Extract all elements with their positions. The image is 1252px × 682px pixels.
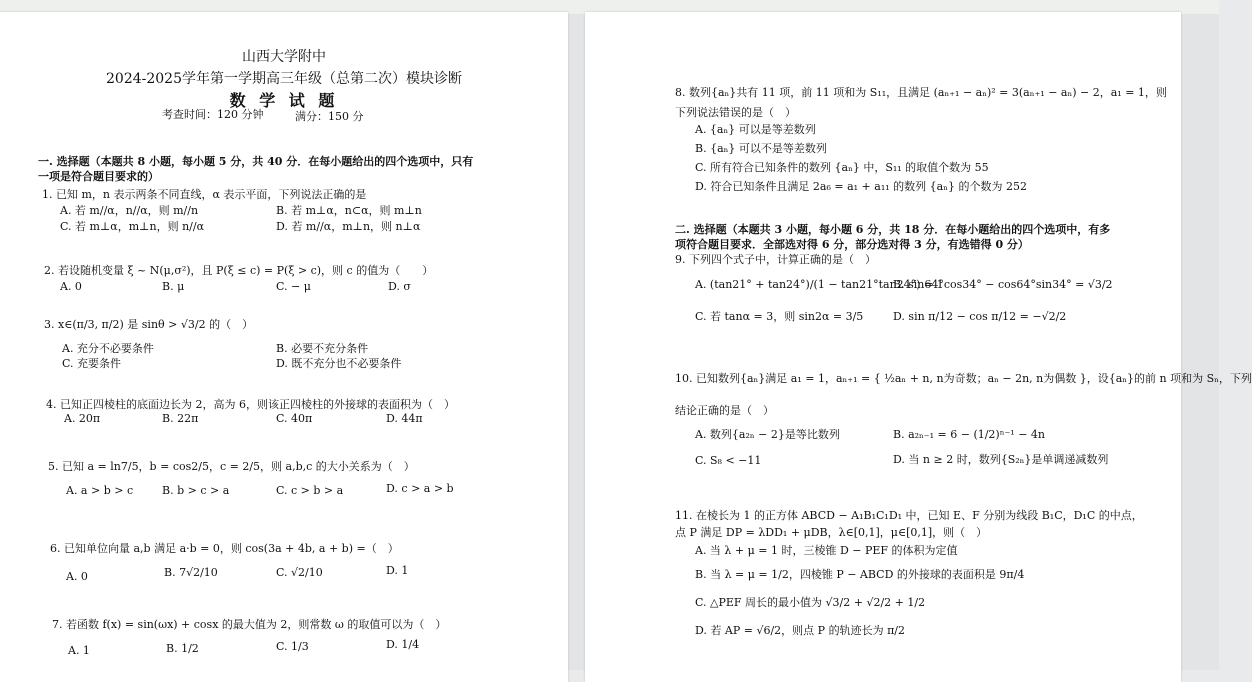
q4-option-a: A. 20π: [64, 412, 101, 425]
q8-stem-2: 下列说法错误的是（ ）: [675, 106, 796, 119]
q3-option-d: D. 既不充分也不必要条件: [276, 357, 402, 370]
q9-stem: 9. 下列四个式子中，计算正确的是（ ）: [675, 253, 876, 266]
q9-option-a: A. (tan21° + tan24°)/(1 − tan21°tan24°) = 1: [695, 278, 944, 291]
q8-option-b: B. {aₙ} 可以不是等差数列: [695, 142, 827, 155]
q11-option-c: C. △PEF 周长的最小值为 √3/2 + √2/2 + 1/2: [695, 596, 926, 609]
q3-option-a: A. 充分不必要条件: [62, 342, 154, 355]
q6-option-b: B. 7√2/10: [164, 566, 218, 579]
q1-option-b: B. 若 m⊥α，n⊂α，则 m⊥n: [276, 204, 422, 217]
q8-stem: 8. 数列{aₙ}共有 11 项，前 11 项和为 S₁₁，且满足 (aₙ₊₁ − aₙ)² = 3(aₙ₊₁ − aₙ) − 2，a₁ = 1，则: [675, 86, 1167, 99]
q9-option-c: C. 若 tanα = 3，则 sin2α = 3/5: [695, 310, 864, 323]
part1-heading: 一. 选择题（本题共 8 小题，每小题 5 分，共 40 分．在每小题给出的四个选项中，只有: [38, 155, 474, 168]
exam-time: 考查时间：120 分钟: [162, 108, 264, 121]
q11-option-d: D. 若 AP = √6/2，则点 P 的轨迹长为 π/2: [695, 624, 906, 637]
q8-option-c: C. 所有符合已知条件的数列 {aₙ} 中，S₁₁ 的取值个数为 55: [695, 161, 989, 174]
q7-option-c: C. 1/3: [276, 640, 309, 653]
q7-stem: 7. 若函数 f(x) = sin(ωx) + cosx 的最大值为 2，则常数 ω 的取值可以为（ ）: [52, 618, 447, 631]
q11-stem-2: 点 P 满足 DP = λDD₁ + μDB，λ∈[0,1]，μ∈[0,1]，则（ ）: [675, 526, 988, 539]
q8-option-a: A. {aₙ} 可以是等差数列: [695, 123, 816, 136]
q3-stem: 3. x∈(π/3, π/2) 是 sinθ > √3/2 的（ ）: [44, 318, 254, 331]
q5-option-a: A. a > b > c: [66, 484, 134, 497]
q1-option-a: A. 若 m//α，n//α，则 m//n: [60, 204, 199, 217]
q7-option-a: A. 1: [68, 644, 90, 657]
q9-option-d: D. sin π/12 − cos π/12 = −√2/2: [893, 310, 1067, 323]
q6-option-d: D. 1: [386, 564, 409, 577]
q2-option-b: B. μ: [162, 280, 185, 293]
q10-stem-2: 结论正确的是（ ）: [675, 404, 774, 417]
q6-option-a: A. 0: [66, 570, 88, 583]
q10-option-c: C. S₈ < −11: [695, 454, 762, 467]
q7-option-d: D. 1/4: [386, 638, 420, 651]
q2-option-a: A. 0: [60, 280, 82, 293]
exam-score: 满分：150 分: [295, 110, 364, 123]
q2-stem: 2. 若设随机变量 ξ ~ N(μ,σ²)，且 P(ξ ≤ c) = P(ξ > c)，则 c 的值为（ ）: [44, 264, 434, 277]
q5-option-b: B. b > c > a: [162, 484, 230, 497]
q11-stem: 11. 在棱长为 1 的正方体 ABCD − A₁B₁C₁D₁ 中，已知 E、F 分别为线段 B₁C，D₁C 的中点，: [675, 509, 1143, 522]
q4-stem: 4. 已知正四棱柱的底面边长为 2，高为 6，则该正四棱柱的外接球的表面积为（ ）: [46, 398, 455, 411]
q11-option-a: A. 当 λ + μ = 1 时，三棱锥 D − PEF 的体积为定值: [695, 544, 958, 557]
q1-option-d: D. 若 m//α，m⊥n，则 n⊥α: [276, 220, 421, 233]
q4-option-d: D. 44π: [386, 412, 423, 425]
q1-stem: 1. 已知 m，n 表示两条不同直线，α 表示平面，下列说法正确的是: [42, 188, 367, 201]
page-2: [585, 12, 1252, 682]
q7-option-b: B. 1/2: [166, 642, 199, 655]
q4-option-b: B. 22π: [162, 412, 199, 425]
school-title: 山西大学附中: [242, 49, 326, 65]
q3-option-b: B. 必要不充分条件: [276, 342, 369, 355]
q5-option-d: D. c > a > b: [386, 482, 454, 495]
q11-option-b: B. 当 λ = μ = 1/2，四棱锥 P − ABCD 的外接球的表面积是 9π/4: [695, 568, 1025, 581]
q10-option-b: B. a₂ₙ₋₁ = 6 − (1/2)ⁿ⁻¹ − 4n: [893, 428, 1045, 441]
q6-stem: 6. 已知单位向量 a,b 满足 a·b = 0，则 cos(3a + 4b, a + b) =（ ）: [50, 542, 399, 555]
q10-option-a: A. 数列{a₂ₙ − 2}是等比数列: [695, 428, 840, 441]
q10-stem: 10. 已知数列{aₙ}满足 a₁ = 1，aₙ₊₁ = { ½aₙ + n, n为奇数；aₙ − 2n, n为偶数 }，设{aₙ}的前 n 项和为 Sₙ，下列: [675, 372, 1252, 385]
exam-title: 2024-2025学年第一学期高三年级（总第二次）模块诊断: [106, 71, 462, 87]
q3-option-c: C. 充要条件: [62, 357, 122, 370]
q6-option-c: C. √2/10: [276, 566, 323, 579]
q5-stem: 5. 已知 a = ln7/5，b = cos2/5，c = 2/5，则 a,b,c 的大小关系为（ ）: [48, 460, 415, 473]
part2-heading: 二. 选择题（本题共 3 小题，每小题 6 分，共 18 分．在每小题给出的四个选项中，有多: [675, 223, 1111, 236]
q1-option-c: C. 若 m⊥α，m⊥n，则 n//α: [60, 220, 204, 233]
q9-option-b: B. sin64°cos34° − cos64°sin34° = √3/2: [893, 278, 1113, 291]
q8-option-d: D. 符合已知条件且满足 2a₆ = a₁ + a₁₁ 的数列 {aₙ} 的个数为 252: [695, 180, 1027, 193]
page-1: [0, 12, 568, 682]
subject-title: 数 学 试 题: [229, 91, 339, 110]
q2-option-c: C. − μ: [276, 280, 311, 293]
q2-option-d: D. σ: [388, 280, 411, 293]
q4-option-c: C. 40π: [276, 412, 313, 425]
part2-heading-2: 项符合题目要求．全部选对得 6 分，部分选对得 3 分，有选错得 0 分）: [675, 238, 1029, 251]
part1-heading-2: 一项是符合题目要求的）: [38, 170, 159, 183]
q10-option-d: D. 当 n ≥ 2 时，数列{S₂ₙ}是单调递减数列: [893, 453, 1109, 466]
q5-option-c: C. c > b > a: [276, 484, 344, 497]
